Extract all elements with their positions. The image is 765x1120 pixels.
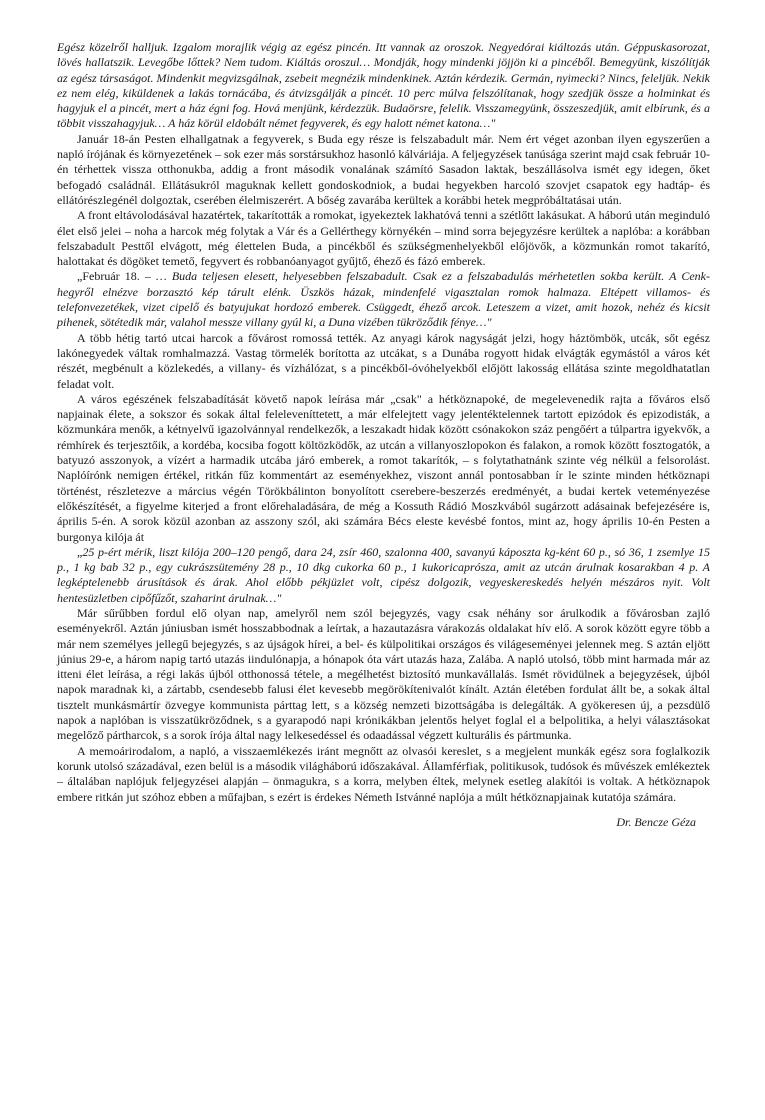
paragraph-2-text: Január 18-án Pesten elhallgatnak a fegyverek, s Buda egy része is felszabadult már. Nem ért véget azonban ilyen egyszerűen a napló írójának és környezetének – sok ezer más sorstársukhoz hasonló kálváriája. A feljegyzések tanúsága szerint majd csak február 10-én térhettek vissza otthonukba, addig a front második vonalának számító Sasadon laktak, beszállásolva ismét egy idegen, őket befogadó családnál. Ellátásukról maguknak kellett gondoskodniok, a budai hegyekben harcoló szovjet csapatok egy hadtáp- és ellátórészlegénél dolgoztak, cserében élelmiszerért. A bőség zavarába kerültek a korábbi hetek megpróbáltatásai után. <box>57 131 710 207</box>
paragraph-6-text: A város egészének felszabadítását követő napok leírása már „csak" a hétköznapoké, de megelevenedik rajta a főváros első napjainak élete, a sokszor és sokak által feleleveníttetett, a már elfelejtett vagy jelentéktelennek tartott epizódok és epizodisták, a közmunkára menők, a kétnyelvű igazolvánnyal rendelkezők, a leszakadt hidak között csónakokon száz pengőért a túlpartra igyekvők, a rémhírek és terjesztőik, a kordéba, kocsiba fogott költözködők, az utcán a villanyoszlopokon és falakon, a romok között fosztogatók, a batyuzó asszonyok, a vízért a harmadik utcába járó emberek, a romot takarítók, – s folytathatnánk szinte vég nélkül a felsorolást. Naplóírónk nemigen értékel, ritkán fűz kommentárt az eseményekhez, viszont annál pontosabban ír le szinte minden hétköznapi történést, részletezve a március végén Törökbálinton bonyolított cserebere-beszerzés eredményét, a budai kertek veteményezése előkészítését, a figyelme kiterjed a front előrehaladására, de még a Kossuth Rádió Moszkvából sugárzott adásainak befejezésére is, április 5-én. A sorok közül azonban az asszony szól, aki számára Bécs eleste kevésbé fontos, mint az, hogy április 10-én Pesten a burgonya kilója át <box>57 391 710 544</box>
paragraph-8 <box>57 606 710 744</box>
paragraph-5-text: A több hétig tartó utcai harcok a fővárost romossá tették. Az anyagi károk nagyságát jelzi, hogy háztömbök, utcák, sőt egész lakónegyedek váltak romhalmazzá. Vastag törmelék borította az utcákat, s a Dunába rogyott hidak elvágták egymástól a város két részét, megbénult a közlekedés, a villany- és vízhálózat, s a pincékből-óvóhelyekből előjött lakosság ellátása szinte megoldhatatlan feladat volt. <box>57 330 710 391</box>
paragraph-5 <box>57 331 710 392</box>
paragraph-9-text: A memoárirodalom, a napló, a visszaemlékezés iránt megnőtt az olvasói kereslet, s a megjelent munkák egész sora foglalkozik korunk utolsó századával, ezen belül is a második világháború időszakával. Államférfiak, politikusok, tudósok és művészek emlékeztek – általában naplójuk feljegyzései alapján – önmagukra, s a korra, melyben éltek, melynek esetleg alakítói is voltak. A hétköznapok embere ritkán jut szóhoz ebben a műfajban, s ezért is érdekes Németh Istvánné naplója a múlt hétköznapjainak kutatója számára. <box>57 743 710 804</box>
paragraph-2 <box>57 132 710 208</box>
diary-date-label: „Február 18. – <box>77 269 157 284</box>
paragraph-8-text: Már sűrűbben fordul elő olyan nap, amelyről nem szól bejegyzés, vagy csak néhány sor árulkodik a fővárosban zajló eseményekről. Aztán júniusban ismét hosszabbodnak a leírtak, a hazautazásra várakozás oldalakat hív elő. A sorok között egyre több a már nem személyes jellegű bejegyzés, s az újságok hírei, a bel- és külpolitikai országos és világeseményei jelennek meg. S aztán eljött június 29-e, a három napig tartó utazás iindulónapja, a hónapok óta várt utazás haza, Zalába. A napló utolsó, több mint harmada már az itteni élet leírása, a régi lakás újból otthonossá tétele, a megélhetést biztosító munkavállalás. Ismét rövidülnek a bejegyzések, újból napok maradnak ki, a zártabb, csendesebb falusi élet kevesebb megörökítenivalót kínált. Aztán életében fordulat állt be, a sokak által tisztelt munkásmártír özvegye kommunista párttag lett, s a község nemzeti bizottságába is delegálták. A gyökeresen új, a pezsdülő napok a naplóban is visszatükröződnek, s a gyarapodó napi krónikákban jelentős helyet foglal el a belpolitika, a helyi választásokat megelőző pártharcok, s a sorok írója által nagy lelkesedéssel és odaadással végzett kulturális és pártmunka. <box>57 605 710 743</box>
author-signature: Dr. Bencze Géza <box>616 814 696 829</box>
diary-quote-2: … Buda teljesen elesett, helyesebben felszabadult. Csak ez a felszabadulás mérhetetlen sokba került. A Cenk-hegyről elnézve borzasztó kép tárult elénk. Üszkös házak, mindenfelé vigasztalan romok halmaza. Eltépett villamos- és telefonvezetékek, vizet cipelő és batyujukat hordozó emberek. Csüggedt, éhező arcok. Leteszem a vizet, amit hozok, nehéz és kicsit pihenek, sötétedik már, valahol messze villany gyúl ki, a Duna vizében tükröződik fénye…" <box>57 269 711 330</box>
article-page <box>57 40 710 830</box>
paragraph-3 <box>57 208 710 269</box>
paragraph-7 <box>57 545 710 606</box>
paragraph-4 <box>57 269 710 330</box>
diary-quote-3: 25 p-ért mérik, liszt kilója 200–120 pengő, dara 24, zsír 460, szalonna 400, savanyú káposzta kg-ként 60 p., só 36, 1 zsemlye 15 p., 1 kg bab 32 p., egy cukrászsütemény 28 p., 10 dkg cukorka 60 p., 1 kukoricaprósza, amit az utcán árulnak kosarakban 4 p. A legképtelenebb árusítások és árak. Ahol előbb pékjüzlet volt, cipész dolgozik, vegyeskereskedés helyén mészáros nyit. Volt hentesüzletben cipőfűzőt, szaharint árulnak…" <box>57 544 710 605</box>
paragraph-9 <box>57 744 710 805</box>
diary-quote-1: Egész közelről halljuk. Izgalom morajlik végig az egész pincén. Itt vannak az oroszok. Negyedórai kiáltozás után. Géppuskasorozat, lövés hallatszik. Levegőbe lőttek? Nem tudom. Kiáltás oroszul… Mondják, hogy mindenki jöjjön ki a pincéből. Bemegyünk, kiszólítják az egész társaságot. Mindenkit megvizsgálnak, zsebeit megnézik mindenkinek. Aztán kérdezik. Germán, nyimecki? Nincs, feleljük. Nekik ez nem elég, kiküldenek a lakás tornácába, és átvizsgálják a pincét. 10 perc múlva felszólítanak, hogy szedjük össze a holminkat és hagyjuk el a pincét, mert a ház égni fog. Hová menjünk, kérdezzük. Budaörsre, felelik. Visszamegyünk, összeszedjük, amit elbírunk, és a többit visszahagyjuk… A ház körül eldobált német fegyverek, és egy halott német katona…" <box>57 40 710 131</box>
paragraph-1 <box>57 40 710 132</box>
paragraph-6 <box>57 392 710 545</box>
paragraph-3-text: A front eltávolodásával hazatértek, takarították a romokat, igyekeztek lakhatóvá tenni a szétlőtt lakásukat. A háború után meginduló élet első jelei – noha a harcok még folytak a Vár és a Gellérthegy környékén – mind sorra bejegyzésre kerültek a naplóba: a korábban felszabadult Pesttől elvágott, még élettelen Buda, a pincékből és szükségmenhelyekből előjövők, a közmunkán romot takarító, halottakat és dögöket temető, fegyvert és robbanóanyagot gyűjtő, éhező és fázó emberek. <box>57 208 710 269</box>
quote-open-mark: „ <box>77 544 83 559</box>
